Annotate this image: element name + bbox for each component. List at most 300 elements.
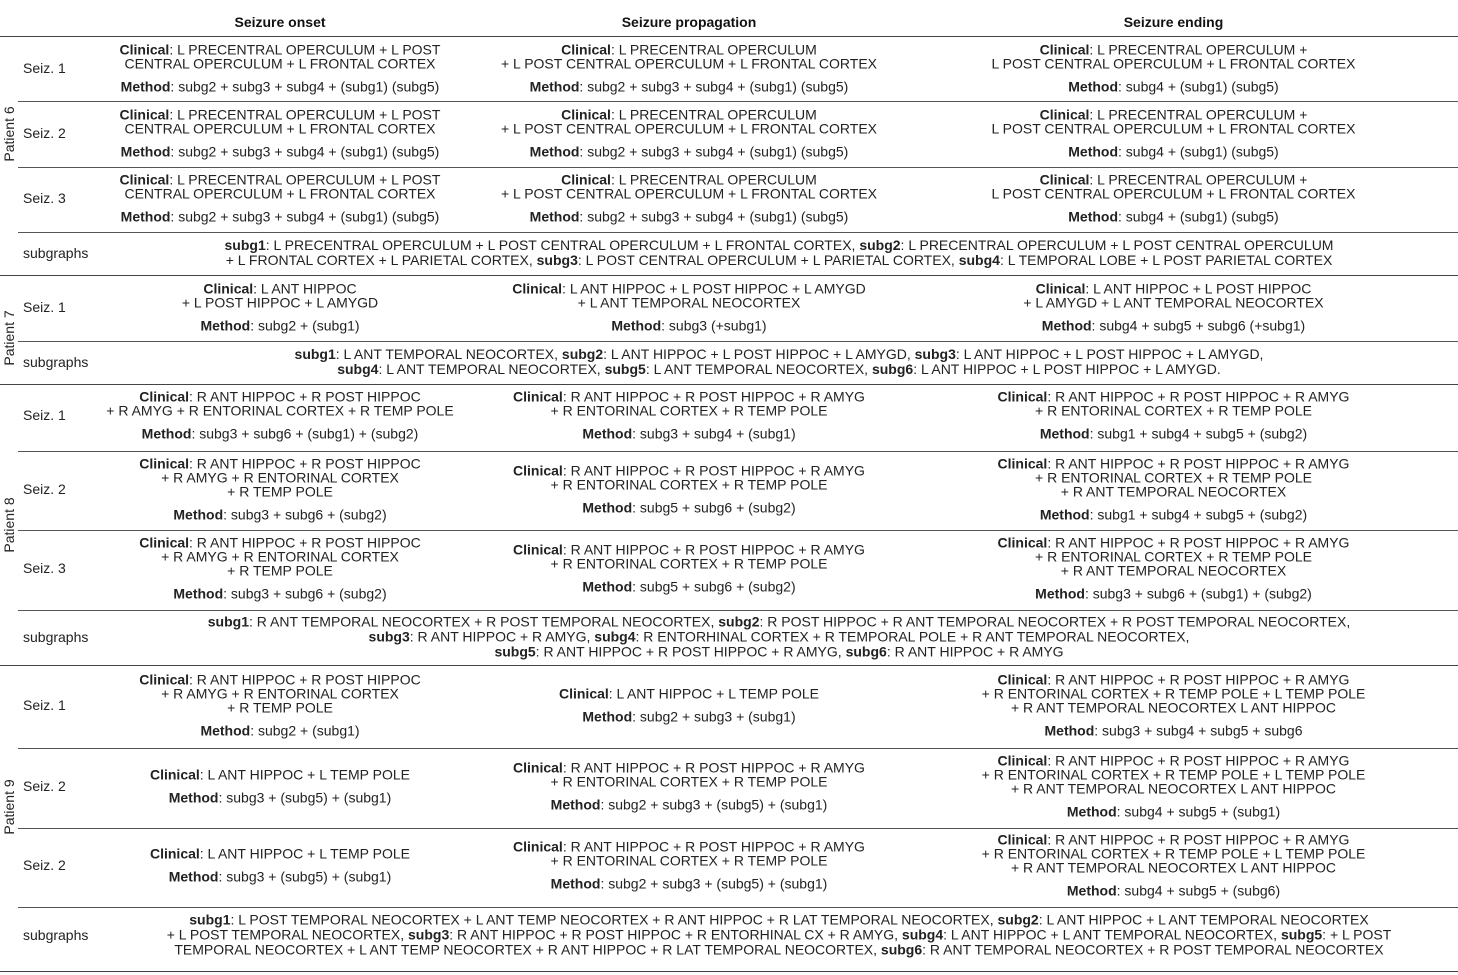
subgraph-definition: TEMPORAL NEOCORTEX + L ANT TEMP NEOCORTEX + R ANT HIPPOC + R LAT TEMPORAL NEOCORTEX,	[174, 941, 881, 958]
method-label: Method	[582, 578, 633, 595]
method-value: : subg2 + subg3 + (subg5) + (subg1)	[600, 796, 828, 813]
clinical-text	[88, 390, 472, 418]
method-text	[480, 319, 898, 333]
method-label: Method	[582, 499, 633, 516]
clinical-line	[906, 701, 1441, 715]
clinical-line	[906, 485, 1441, 499]
subgraphs-line	[108, 238, 1450, 253]
method-line	[906, 805, 1441, 819]
method-label: Method	[582, 425, 633, 442]
cell-ending	[906, 457, 1441, 522]
patient-label: Patient 9	[1, 779, 17, 835]
method-line	[88, 427, 472, 441]
cell-onset	[88, 390, 472, 441]
subgraph-definition: : L ANT HIPPOC + L ANT TEMPORAL NEOCORTEX	[1038, 911, 1369, 928]
method-line	[480, 501, 898, 515]
cell-propagation	[480, 282, 898, 333]
method-label: Method	[120, 208, 171, 225]
row-divider	[18, 451, 1458, 452]
clinical-value: : L ANT HIPPOC + L POST HIPPOC + L AMYGD	[562, 280, 866, 297]
subgraph-name: subg3	[408, 926, 450, 943]
method-value: : subg2 + subg3 + subg4 + (subg1) (subg5)	[579, 208, 849, 225]
cell-propagation	[480, 43, 898, 94]
method-value: : subg3 + subg6 + (subg1) + (subg2)	[1084, 585, 1312, 602]
cell-propagation	[480, 390, 898, 441]
subgraphs-definitions	[108, 913, 1450, 958]
clinical-line	[906, 847, 1441, 861]
subgraphs-definitions	[108, 615, 1450, 660]
cell-propagation	[480, 108, 898, 159]
clinical-label: Clinical	[119, 41, 170, 58]
clinical-line	[906, 536, 1441, 550]
subgraph-name: subg1	[207, 613, 249, 630]
clinical-line	[906, 833, 1441, 847]
clinical-label: Clinical	[139, 388, 190, 405]
subgraph-name: subg1	[189, 911, 231, 928]
subgraph-definition: : R ANT TEMPORAL NEOCORTEX + R POST TEMPORAL NEOCORTEX,	[249, 613, 719, 630]
method-text	[88, 80, 472, 94]
subgraph-name: subg2	[718, 613, 760, 630]
method-line	[88, 145, 472, 159]
seizure-label: Seiz. 1	[23, 60, 66, 76]
clinical-text	[88, 673, 472, 715]
clinical-line	[88, 404, 472, 418]
clinical-label: Clinical	[561, 171, 611, 188]
clinical-label: Clinical	[139, 534, 190, 551]
clinical-value: : R ANT HIPPOC + R POST HIPPOC	[189, 388, 421, 405]
method-text	[906, 80, 1441, 94]
method-text	[88, 587, 472, 601]
method-value: : subg3 + subg6 + (subg1) + (subg2)	[191, 425, 419, 442]
subgraphs-label: subgraphs	[23, 629, 89, 645]
clinical-line	[906, 43, 1441, 57]
clinical-line	[480, 854, 898, 868]
clinical-value: : L PRECENTRAL OPERCULUM +	[1089, 41, 1308, 58]
clinical-line	[88, 687, 472, 701]
subgraph-definition: : L ANT HIPPOC + L POST HIPPOC + L AMYGD,	[603, 346, 915, 362]
seizure-label: Seiz. 2	[23, 778, 66, 794]
method-line	[906, 210, 1441, 224]
method-label: Method	[550, 796, 601, 813]
clinical-line	[480, 282, 898, 296]
method-label: Method	[141, 425, 192, 442]
clinical-text	[480, 173, 898, 201]
clinical-line	[906, 57, 1441, 71]
subgraph-name: subg1	[224, 237, 266, 253]
method-label: Method	[200, 722, 251, 739]
clinical-label: Clinical	[1039, 106, 1090, 123]
patient-label: Patient 7	[1, 310, 17, 366]
clinical-line	[906, 471, 1441, 485]
method-label: Method	[529, 143, 580, 160]
method-line	[88, 587, 472, 601]
clinical-line	[906, 122, 1441, 136]
cell-ending	[906, 173, 1441, 224]
clinical-value: + R ENTORINAL CORTEX + R TEMP POLE + L TEMP POLE	[981, 845, 1366, 862]
method-text	[480, 210, 898, 224]
subgraph-definition: : R POST HIPPOC + R ANT TEMPORAL NEOCORTEX + R POST TEMPORAL NEOCORTEX,	[759, 613, 1351, 630]
clinical-line	[88, 187, 472, 201]
clinical-label: Clinical	[513, 838, 563, 855]
subgraph-definition: : L PRECENTRAL OPERCULUM + L POST CENTRAL OPERCULUM	[900, 237, 1334, 253]
clinical-text	[480, 761, 898, 789]
clinical-line	[88, 57, 472, 71]
method-line	[906, 884, 1441, 898]
clinical-value: : L PRECENTRAL OPERCULUM + L POST	[169, 41, 441, 58]
cell-onset	[88, 43, 472, 94]
clinical-line	[88, 536, 472, 550]
method-text	[480, 501, 898, 515]
clinical-text	[480, 464, 898, 492]
method-value: : subg1 + subg4 + subg5 + (subg2)	[1089, 425, 1308, 442]
cell-ending	[906, 390, 1441, 441]
method-value: : subg4 + (subg1) (subg5)	[1118, 143, 1279, 160]
subgraph-name: subg4	[337, 361, 379, 377]
clinical-label: Clinical	[997, 388, 1048, 405]
cell-onset	[88, 457, 472, 522]
method-text	[88, 791, 472, 805]
clinical-line	[88, 768, 472, 782]
method-label: Method	[120, 78, 171, 95]
method-line	[906, 80, 1441, 94]
method-value: : subg2 + (subg1)	[250, 317, 360, 334]
cell-onset	[88, 282, 472, 333]
seizure-label: Seiz. 3	[23, 190, 66, 206]
row-divider	[0, 384, 1458, 385]
method-text	[88, 145, 472, 159]
clinical-line	[906, 861, 1441, 875]
clinical-line	[906, 296, 1441, 310]
method-text	[480, 580, 898, 594]
method-text	[906, 319, 1441, 333]
clinical-label: Clinical	[558, 685, 609, 702]
clinical-value: + R ANT TEMPORAL NEOCORTEX L ANT HIPPOC	[1010, 859, 1337, 876]
clinical-value: + R ANT TEMPORAL NEOCORTEX	[1060, 562, 1287, 579]
clinical-value: + R AMYG + R ENTORINAL CORTEX + R TEMP POLE	[106, 402, 454, 419]
clinical-label: Clinical	[513, 462, 563, 479]
method-value: : subg2 + subg3 + subg4 + (subg1) (subg5)	[579, 78, 849, 95]
method-label: Method	[1035, 585, 1085, 602]
clinical-value: : L ANT HIPPOC + L TEMP POLE	[608, 685, 819, 702]
clinical-text	[88, 768, 472, 782]
subgraph-definition: : L TEMPORAL LOBE + L POST PARIETAL CORTEX	[999, 252, 1333, 268]
cell-propagation	[480, 840, 898, 891]
clinical-text	[906, 282, 1441, 310]
method-label: Method	[1041, 317, 1092, 334]
method-label: Method	[168, 868, 219, 885]
clinical-label: Clinical	[149, 845, 200, 862]
clinical-text	[906, 173, 1441, 201]
subgraph-name: subg3	[536, 252, 578, 268]
clinical-text	[906, 108, 1441, 136]
row-divider	[18, 341, 1458, 342]
subgraphs-definitions	[108, 347, 1450, 377]
method-line	[88, 870, 472, 884]
method-text	[906, 587, 1441, 601]
method-value: : subg4 + (subg1) (subg5)	[1118, 208, 1279, 225]
clinical-text	[480, 543, 898, 571]
subgraph-definition: : R ANT TEMPORAL NEOCORTEX + R POST TEMPORAL NEOCORTEX	[922, 941, 1384, 958]
method-text	[480, 710, 898, 724]
subgraph-name: subg5	[604, 361, 646, 377]
clinical-line	[480, 187, 898, 201]
method-line	[480, 580, 898, 594]
clinical-line	[906, 404, 1441, 418]
method-label: Method	[1039, 506, 1090, 523]
clinical-value: : L PRECENTRAL OPERCULUM +	[1089, 171, 1308, 188]
subgraphs-line	[108, 913, 1450, 928]
method-value: : subg2 + subg3 + subg4 + (subg1) (subg5)	[170, 143, 440, 160]
clinical-text	[88, 43, 472, 71]
cell-onset	[88, 108, 472, 159]
clinical-value: : R ANT HIPPOC + R POST HIPPOC + R AMYG	[562, 541, 865, 558]
row-divider	[18, 748, 1458, 749]
subgraph-definition: + L FRONTAL CORTEX + L PARIETAL CORTEX,	[225, 252, 537, 268]
method-value: : subg3 + subg4 + subg5 + subg6	[1094, 722, 1303, 739]
method-label: Method	[1039, 425, 1090, 442]
cell-ending	[906, 536, 1441, 601]
clinical-text	[906, 43, 1441, 71]
clinical-line	[480, 390, 898, 404]
method-text	[906, 884, 1441, 898]
clinical-label: Clinical	[997, 455, 1048, 472]
method-line	[906, 508, 1441, 522]
row-divider	[18, 530, 1458, 531]
method-line	[88, 724, 472, 738]
clinical-value: + L AMYGD + L ANT TEMPORAL NEOCORTEX	[1023, 294, 1324, 311]
subgraph-name: subg2	[561, 346, 604, 362]
subgraphs-line	[108, 630, 1450, 645]
method-text	[906, 724, 1441, 738]
clinical-text	[88, 282, 472, 310]
clinical-line	[906, 754, 1441, 768]
subgraph-name: subg6	[871, 361, 914, 377]
method-line	[88, 508, 472, 522]
method-line	[480, 319, 898, 333]
clinical-value: + R ENTORINAL CORTEX + R TEMP POLE	[550, 852, 828, 869]
clinical-value: : R ANT HIPPOC + R POST HIPPOC + R AMYG	[1047, 752, 1350, 769]
method-text	[906, 508, 1441, 522]
cell-propagation	[480, 761, 898, 812]
cell-onset	[88, 768, 472, 805]
clinical-label: Clinical	[139, 455, 190, 472]
cell-ending	[906, 833, 1441, 898]
subgraphs-line	[108, 347, 1450, 362]
clinical-line	[480, 57, 898, 71]
subgraph-definition: : L POST TEMPORAL NEOCORTEX + L ANT TEMP NEOCORTEX + R ANT HIPPOC + R LAT TEMPORAL NEOCORTEX,	[230, 911, 998, 928]
clinical-line	[480, 557, 898, 571]
clinical-text	[88, 847, 472, 861]
subgraph-definition: : L ANT TEMPORAL NEOCORTEX,	[645, 361, 872, 377]
clinical-line	[480, 840, 898, 854]
method-line	[480, 798, 898, 812]
subgraph-name: subg2	[997, 911, 1039, 928]
clinical-line	[88, 173, 472, 187]
subgraph-definition: + L POST TEMPORAL NEOCORTEX,	[166, 926, 409, 943]
clinical-value: + L POST CENTRAL OPERCULUM + L FRONTAL CORTEX	[500, 185, 877, 202]
header-seizure-ending: Seizure ending	[1123, 14, 1224, 30]
cell-propagation	[480, 464, 898, 515]
row-divider	[18, 610, 1458, 611]
clinical-value: + R AMYG + R ENTORINAL CORTEX	[161, 469, 399, 486]
method-text	[88, 870, 472, 884]
clinical-value: L POST CENTRAL OPERCULUM + L FRONTAL CORTEX	[991, 185, 1356, 202]
clinical-line	[88, 471, 472, 485]
clinical-text	[88, 173, 472, 201]
subgraph-name: subg4	[594, 628, 636, 645]
clinical-value: + R ENTORINAL CORTEX + R TEMP POLE	[550, 476, 828, 493]
clinical-line	[480, 687, 898, 701]
clinical-text	[480, 390, 898, 418]
clinical-text	[906, 754, 1441, 796]
clinical-line	[88, 296, 472, 310]
clinical-label: Clinical	[513, 541, 563, 558]
method-text	[906, 427, 1441, 441]
subgraph-name: subg3	[368, 628, 410, 645]
method-line	[88, 791, 472, 805]
clinical-text	[906, 833, 1441, 875]
clinical-value: + R ENTORINAL CORTEX + R TEMP POLE + L TEMP POLE	[981, 766, 1366, 783]
method-label: Method	[611, 317, 662, 334]
method-value: : subg3 + (subg5) + (subg1)	[218, 868, 392, 885]
subgraph-name: subg3	[914, 346, 956, 362]
clinical-line	[906, 457, 1441, 471]
cell-ending	[906, 43, 1441, 94]
clinical-value: + R AMYG + R ENTORINAL CORTEX	[161, 685, 399, 702]
clinical-line	[88, 485, 472, 499]
subgraph-definition: : R ANT HIPPOC + R POST HIPPOC + R AMYG,	[535, 643, 846, 660]
clinical-line	[480, 43, 898, 57]
clinical-value: CENTRAL OPERCULUM + L FRONTAL CORTEX	[124, 55, 436, 72]
clinical-label: Clinical	[139, 671, 190, 688]
cell-propagation	[480, 687, 898, 724]
clinical-value: CENTRAL OPERCULUM + L FRONTAL CORTEX	[124, 185, 436, 202]
method-label: Method	[1068, 143, 1119, 160]
clinical-value: : L PRECENTRAL OPERCULUM	[610, 106, 817, 123]
clinical-value: + R TEMP POLE	[227, 699, 333, 716]
method-line	[906, 724, 1441, 738]
row-divider	[18, 167, 1458, 168]
subgraphs-line	[108, 362, 1450, 377]
clinical-value: + R TEMP POLE	[227, 562, 333, 579]
subgraphs-line	[108, 645, 1450, 660]
method-text	[88, 427, 472, 441]
method-line	[88, 319, 472, 333]
method-text	[480, 427, 898, 441]
clinical-value: + R TEMP POLE	[227, 483, 333, 500]
clinical-label: Clinical	[513, 388, 563, 405]
clinical-text	[906, 390, 1441, 418]
clinical-text	[480, 43, 898, 71]
subgraph-definition: : L PRECENTRAL OPERCULUM + L POST CENTRAL OPERCULUM + L FRONTAL CORTEX,	[265, 237, 860, 253]
method-text	[88, 508, 472, 522]
clinical-label: Clinical	[997, 831, 1048, 848]
patient-label: Patient 8	[1, 497, 17, 553]
row-divider	[18, 101, 1458, 102]
clinical-text	[906, 673, 1441, 715]
method-text	[906, 145, 1441, 159]
clinical-value: : R ANT HIPPOC + R POST HIPPOC + R AMYG	[562, 838, 865, 855]
clinical-label: Clinical	[1039, 41, 1090, 58]
row-divider	[18, 232, 1458, 233]
method-line	[480, 427, 898, 441]
clinical-value: : R ANT HIPPOC + R POST HIPPOC	[189, 534, 421, 551]
subgraph-name: subg2	[859, 237, 901, 253]
clinical-line	[88, 457, 472, 471]
clinical-value: : L PRECENTRAL OPERCULUM	[610, 41, 817, 58]
method-label: Method	[120, 143, 171, 160]
subgraph-definition: : L ANT HIPPOC + L ANT TEMPORAL NEOCORTEX,	[943, 926, 1281, 943]
method-value: : subg2 + (subg1)	[250, 722, 360, 739]
method-label: Method	[200, 317, 251, 334]
clinical-line	[906, 673, 1441, 687]
method-value: : subg4 + (subg1) (subg5)	[1118, 78, 1279, 95]
method-label: Method	[529, 208, 580, 225]
clinical-value: + R ANT TEMPORAL NEOCORTEX L ANT HIPPOC	[1010, 699, 1337, 716]
method-label: Method	[529, 78, 580, 95]
subgraph-definition: : R ANT HIPPOC + R AMYG,	[409, 628, 595, 645]
cell-onset	[88, 173, 472, 224]
clinical-value: + R AMYG + R ENTORINAL CORTEX	[161, 548, 399, 565]
subgraphs-label: subgraphs	[23, 927, 89, 943]
method-value: : subg5 + subg6 + (subg2)	[632, 499, 796, 516]
clinical-line	[88, 701, 472, 715]
clinical-line	[906, 782, 1441, 796]
clinical-value: : L PRECENTRAL OPERCULUM	[610, 171, 817, 188]
seizure-label: Seiz. 1	[23, 299, 66, 315]
clinical-text	[480, 687, 898, 701]
method-label: Method	[173, 506, 224, 523]
subgraph-definition: : L ANT TEMPORAL NEOCORTEX,	[378, 361, 605, 377]
subgraphs-line	[108, 928, 1450, 943]
subgraph-name: subg5	[1280, 926, 1323, 943]
clinical-value: + R ENTORINAL CORTEX + R TEMP POLE	[1035, 548, 1312, 565]
clinical-value: : R ANT HIPPOC + R POST HIPPOC + R AMYG	[1047, 388, 1350, 405]
method-value: : subg1 + subg4 + subg5 + (subg2)	[1089, 506, 1308, 523]
clinical-value: : R ANT HIPPOC + R POST HIPPOC + R AMYG	[1047, 671, 1350, 688]
clinical-line	[88, 108, 472, 122]
cell-onset	[88, 536, 472, 601]
clinical-label: Clinical	[119, 171, 170, 188]
clinical-value: + L POST CENTRAL OPERCULUM + L FRONTAL CORTEX	[500, 55, 877, 72]
method-value: : subg3 + subg4 + (subg1)	[632, 425, 796, 442]
cell-onset	[88, 673, 472, 738]
method-line	[88, 80, 472, 94]
clinical-line	[480, 464, 898, 478]
row-divider	[18, 828, 1458, 829]
subgraphs-line	[108, 615, 1450, 630]
patient-label: Patient 6	[1, 106, 17, 162]
method-line	[906, 587, 1441, 601]
clinical-label: Clinical	[119, 106, 170, 123]
clinical-line	[88, 564, 472, 578]
method-text	[88, 210, 472, 224]
clinical-value: L POST CENTRAL OPERCULUM + L FRONTAL CORTEX	[991, 55, 1356, 72]
method-label: Method	[168, 789, 219, 806]
clinical-line	[906, 768, 1441, 782]
clinical-line	[906, 187, 1441, 201]
clinical-value: + R ENTORINAL CORTEX + R TEMP POLE	[550, 773, 828, 790]
subgraph-definition: : L POST CENTRAL OPERCULUM + L PARIETAL CORTEX,	[577, 252, 959, 268]
clinical-text	[88, 536, 472, 578]
subgraph-definition: : + L POST	[1322, 926, 1392, 943]
clinical-line	[88, 43, 472, 57]
method-line	[906, 145, 1441, 159]
clinical-line	[480, 775, 898, 789]
subgraph-definition: : L ANT TEMPORAL NEOCORTEX,	[335, 346, 562, 362]
header-seizure-propagation: Seizure propagation	[621, 14, 757, 30]
cell-ending	[906, 673, 1441, 738]
